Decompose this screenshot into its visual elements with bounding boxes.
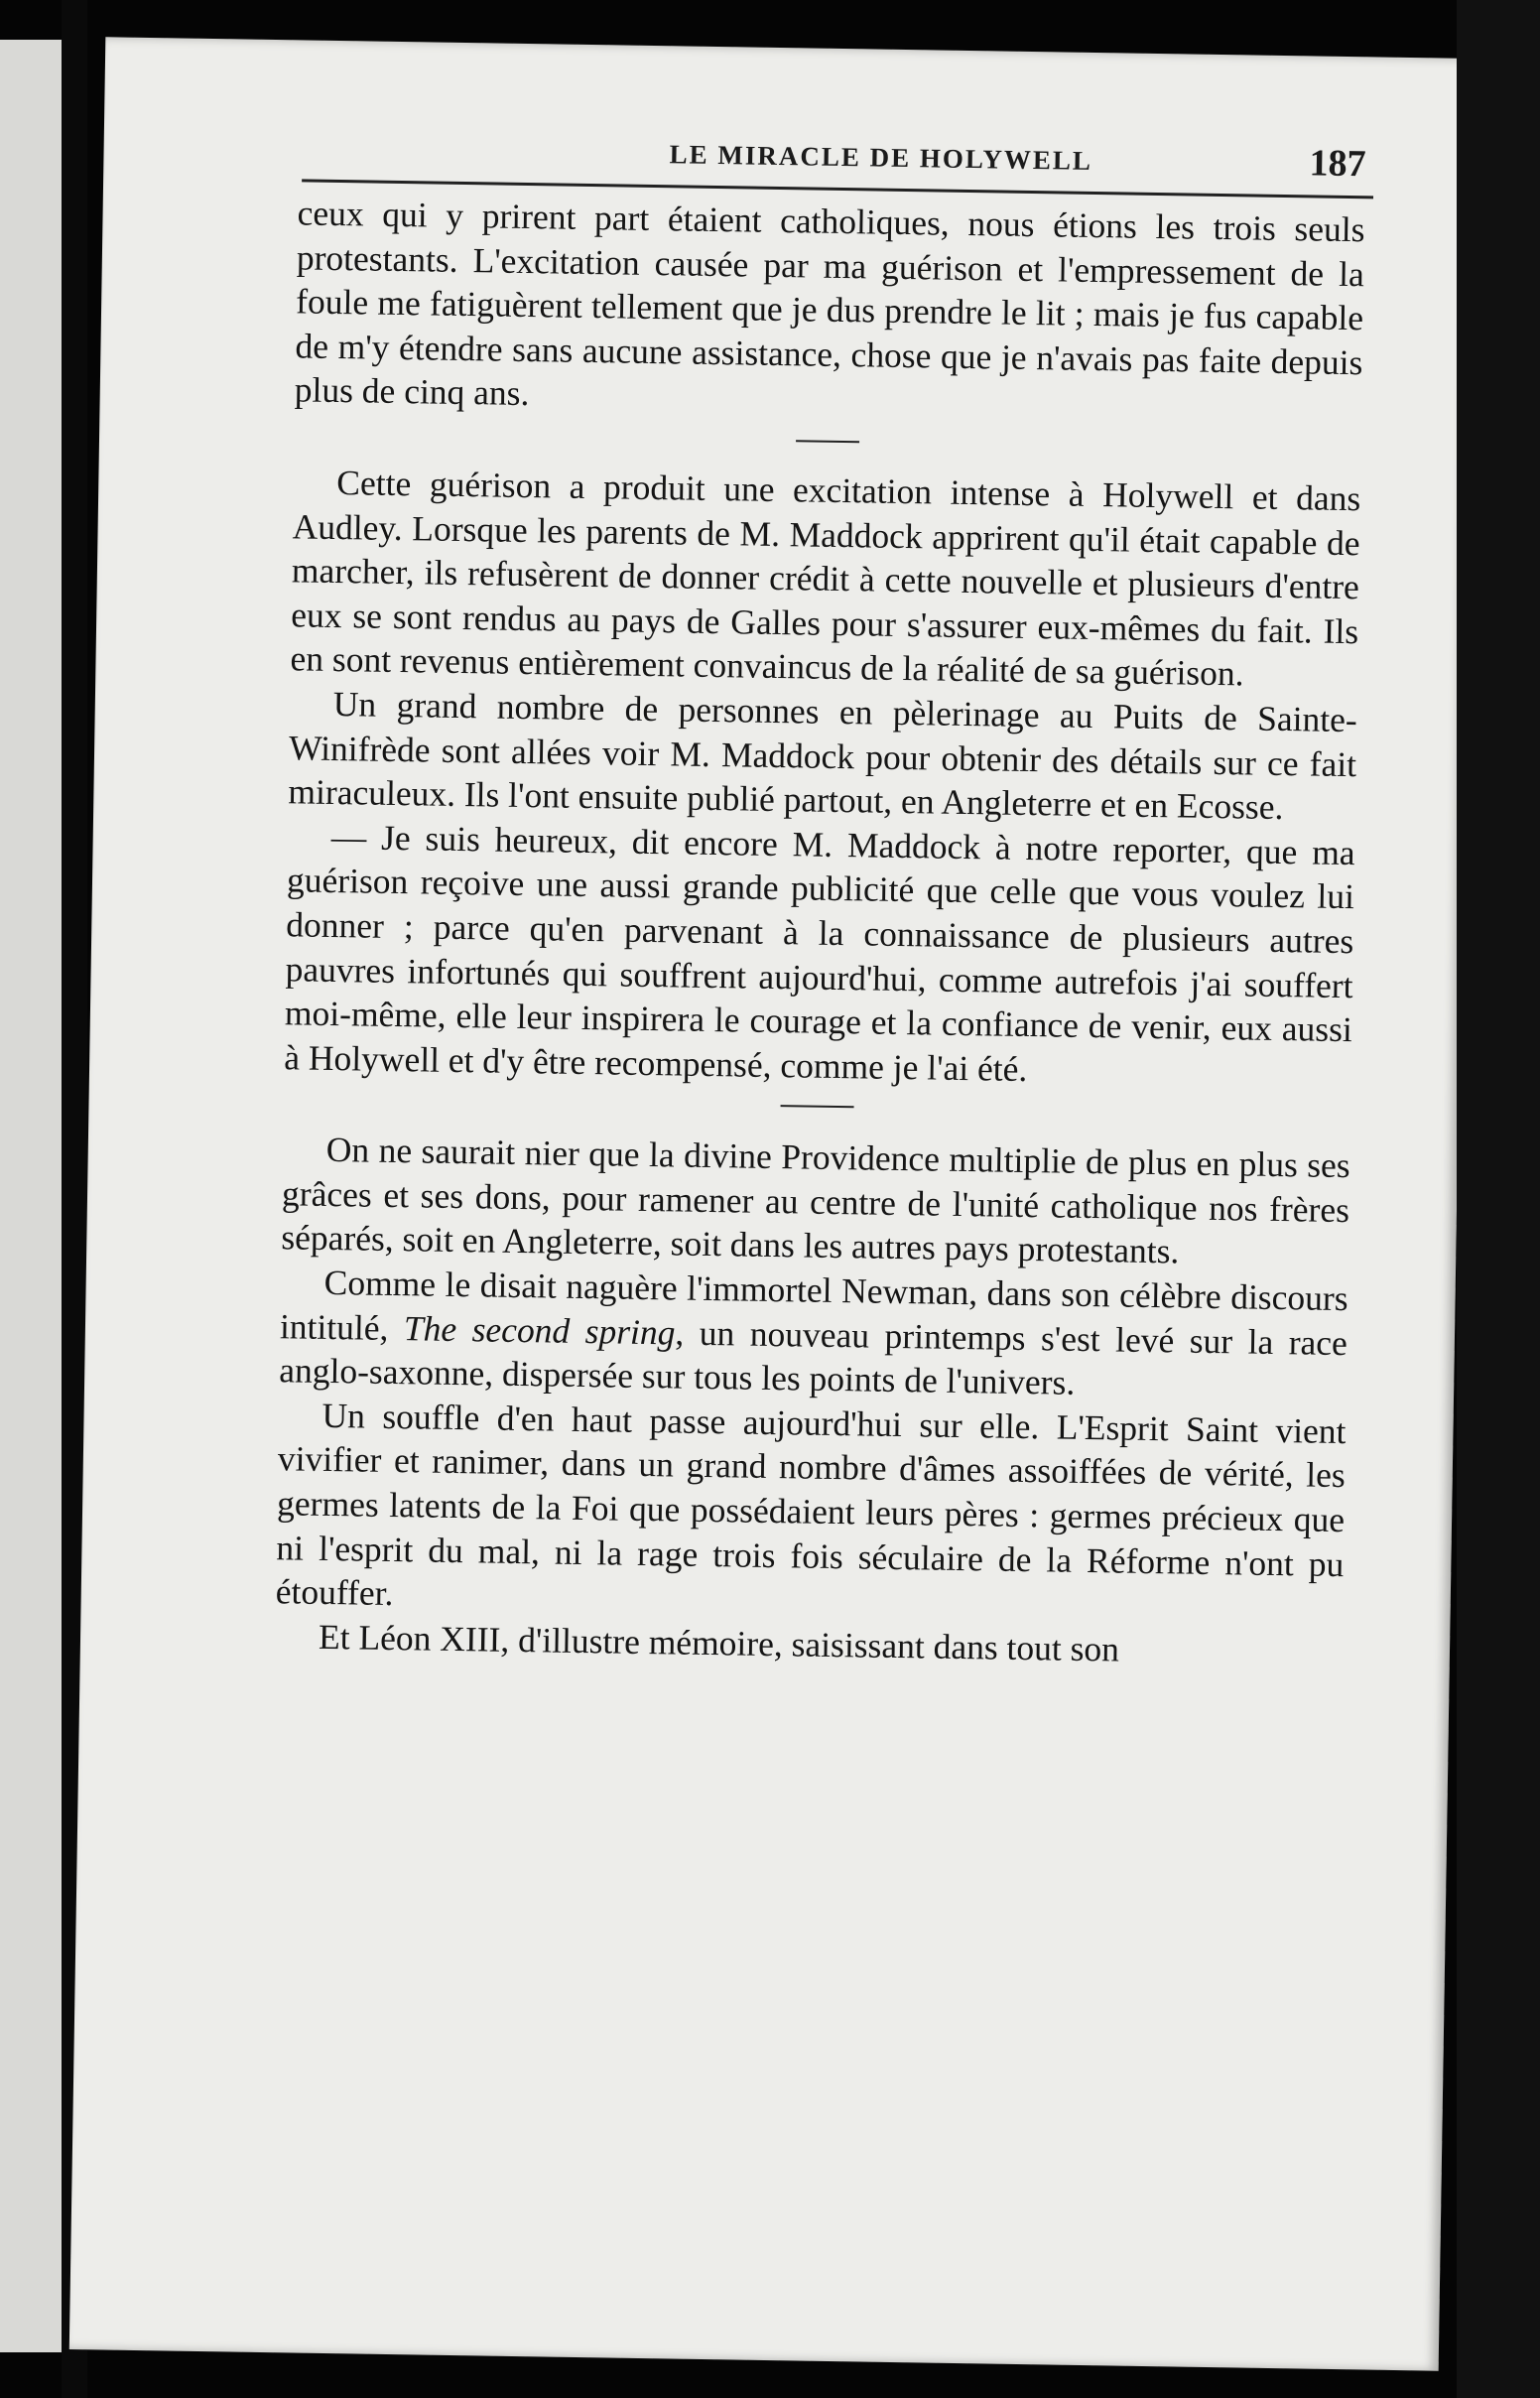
paragraph-8: Et Léon XIII, d'illustre mémoire, saisissant dans tout son (318, 1616, 1120, 1669)
book-edge-right (1457, 0, 1540, 2398)
paragraph-6-text-a: Comme le disait naguère l'immortel Newman, dans son célèbre discours intitulé, (279, 1262, 1348, 1348)
paragraph-3: Un grand nombre de personnes en pèlerinage au Puits de Sainte-Winifrède sont allées voir M. Maddock pour obtenir des détails sur ce fait miraculeux. Ils l'ont ensuite publié partout, en Angleterre et en Ecosse. (288, 683, 1358, 828)
page-body (275, 191, 1365, 1674)
page-header (302, 119, 1374, 199)
paragraph-1: ceux qui y prirent part étaient catholiques, nous étions les trois seuls protestants. L'excitation causée par ma guérison et l'empressement de la foule me fatiguèrent tellement que je dus prendre le lit ; mais je fus capable de m'y étendre sans aucune assistance, chose que je n'avais pas faite depuis plus de cinq ans. (294, 193, 1365, 414)
page-number: 187 (1309, 142, 1366, 186)
section-separator-1 (796, 440, 859, 443)
paragraph-4: — Je suis heureux, dit encore M. Maddock à notre reporter, que ma guérison reçoive une aussi grande publicité que celle que vous voulez lui donner ; parce qu'en parvenant à la connaissance de plusieurs autres pauvres infortunés qui souffrent aujourd'hui, comme autrefois j'ai souffert moi-même, elle leur inspirera le courage et la confiance de venir, eux aussi à Holywell et d'y être recompensé, comme je l'ai été. (283, 816, 1355, 1089)
paragraph-6-text-b: , un nouveau printemps s'est levé sur la race anglo-saxonne, dispersée sur tous les points de l'univers. (278, 1312, 1348, 1403)
paragraph-5: On ne saurait nier que la divine Providence multiplie de plus en plus ses grâces et ses dons, pour ramener au centre de l'unité catholique nos frères séparés, soit en Angleterre, soit dans les autres pays protestants. (281, 1130, 1350, 1271)
paragraph-7: Un souffle d'en haut passe aujourd'hui sur elle. L'Esprit Saint vient vivifier et ranimer, dans un grand nombre d'âmes assoiffées de vérité, les germes latents de la Foi que possédaient leurs pères : germes précieux que ni l'esprit du mal, ni la rage trois fois séculaire de la Réforme n'ont pu étouffer. (275, 1395, 1347, 1614)
paragraph-2: Cette guérison a produit une excitation intense à Holywell et dans Audley. Lorsque les parents de M. Maddock apprirent qu'il était capable de marcher, ils refusèrent de donner crédit à cette nouvelle et plusieurs d'entre eux se sont rendus au pays de Galles pour s'assurer eux-mêmes du fait. Ils en sont revenus entièrement convaincus de la réalité de sa guérison. (290, 462, 1361, 694)
section-separator-2 (781, 1105, 854, 1108)
paragraph-6 (279, 1260, 1348, 1409)
italic-title: The second spring (403, 1307, 676, 1353)
running-title: LE MIRACLE DE HOLYWELL (669, 139, 1093, 176)
book-page (69, 37, 1475, 2370)
previous-page-edge (0, 40, 62, 2352)
